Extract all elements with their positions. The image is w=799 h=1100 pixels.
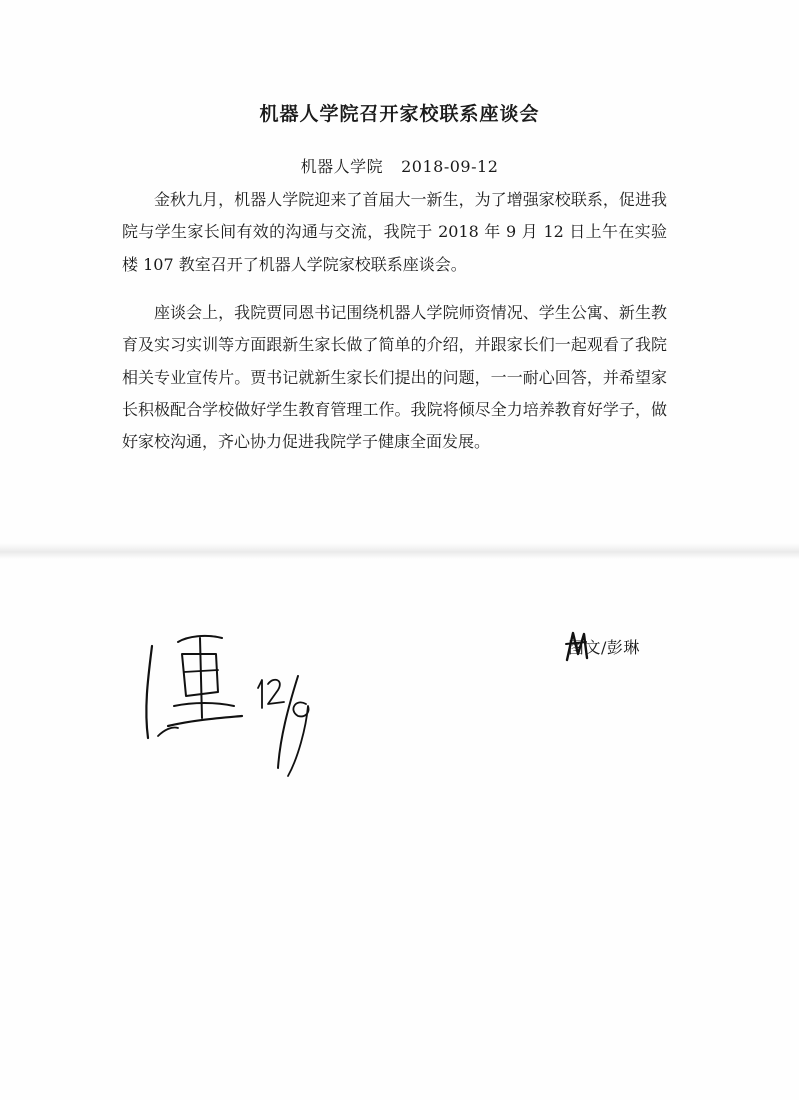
- handwritten-signature: [138, 618, 328, 788]
- byline-department: 机器人学院: [300, 157, 384, 176]
- paper-fold-line: [0, 543, 799, 559]
- credit-mark: [568, 638, 585, 657]
- paragraph-1: 金秋九月，机器人学院迎来了首届大一新生，为了增强家校联系，促进我院与学生家长间有效的沟通与交流，我院于 2018 年 9 月 12 日上午在实验楼 107 教室召开了机器人学院家校联系座谈会。: [122, 190, 667, 274]
- byline-date: 2018-09-12: [401, 157, 499, 176]
- author-credit: [568, 635, 640, 658]
- credit-text: 文/彭琳: [584, 638, 640, 657]
- byline: [0, 154, 799, 177]
- paragraph-2: 座谈会上，我院贾同恩书记围绕机器人学院师资情况、学生公寓、新生教育及实习实训等方面跟新生家长做了简单的介绍，并跟家长们一起观看了我院相关专业宣传片。贾书记就新生家长们提出的问题，一一耐心回答，并希望家长积极配合学校做好学生教育管理工作。我院将倾尽全力培养教育好学子，做好家校沟通，齐心协力促进我院学子健康全面发展。: [122, 303, 667, 452]
- credit-mark-text: 图: [568, 638, 585, 657]
- article-title: 机器人学院召开家校联系座谈会: [259, 103, 540, 125]
